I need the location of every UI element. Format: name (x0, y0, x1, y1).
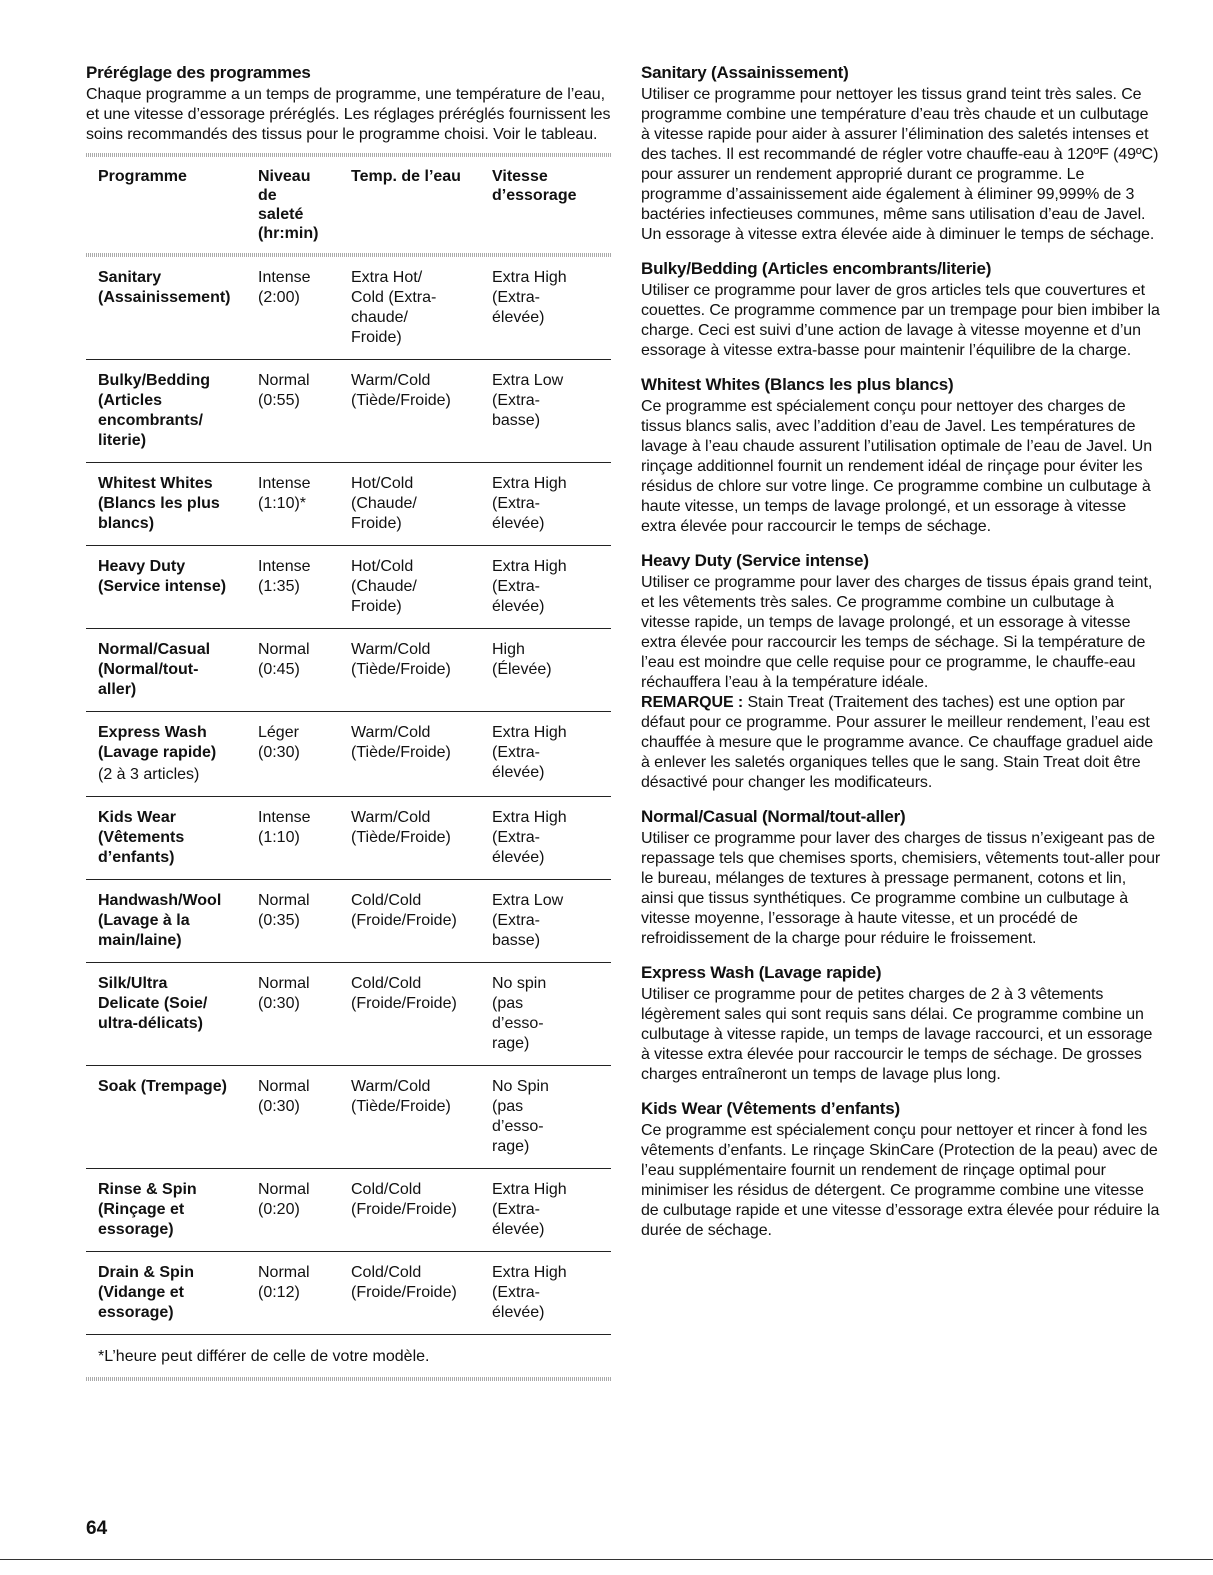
water-temp-cell: Extra Hot/ Cold (Extra- chaude/ Froide) (351, 257, 492, 360)
program-name-cell (86, 1169, 258, 1252)
program-name-cell (86, 712, 258, 797)
table-row (86, 546, 611, 629)
water-temp-cell: Warm/Cold (Tiède/Froide) (351, 360, 492, 463)
program-name: Soak (Trempage) (98, 1078, 227, 1095)
soil-level-cell: Normal (0:55) (258, 360, 351, 463)
table-row (86, 1252, 611, 1335)
header-program: Programme (98, 168, 187, 185)
section-title: Normal/Casual (Normal/tout-aller) (641, 807, 906, 826)
spin-speed-cell: Extra High (Extra- élevée) (492, 1252, 611, 1335)
section-title: Express Wash (Lavage rapide) (641, 963, 882, 982)
presets-intro: Chaque programme a un temps de programme, une température de l’eau, et une vitesse d’essorage préréglés. Les réglages préréglés fournissent les soins recommandés des tissus pour le programme choisi. Voir le tableau. (86, 86, 611, 143)
program-name-cell (86, 463, 258, 546)
section-body: Utiliser ce programme pour laver de gros articles tels que couvertures et couettes. Ce programme commence par un trempage pour bien imbiber la charge. Ceci est suivi d’une action de lavage à vitesse moyenne et d’un essorage à vitesse extra-basse pour maintenir l’équilibre de la charge. (641, 282, 1160, 359)
program-description-section (641, 375, 1161, 537)
program-name-cell (86, 880, 258, 963)
table-row (86, 1169, 611, 1252)
program-description-section (641, 63, 1161, 245)
section-body: Utiliser ce programme pour laver des charges de tissus n’exigeant pas de repassage tels que chemises sports, chemisiers, vêtements tout-aller pour le bureau, mélanges de textures à pressage permanent, cotons et lin, ainsi que tissus synthétiques. Ce programme combine un culbutage à vitesse moyenne, l’essorage à haute vitesse, et un procédé de refroidissement de la charge pour réduire le froissement. (641, 830, 1161, 947)
program-description-section (641, 807, 1161, 949)
program-subnote: (2 à 3 articles) (98, 766, 200, 783)
table-body (86, 253, 611, 1335)
soil-level-cell: Normal (0:30) (258, 1066, 351, 1169)
page-bottom-rule (0, 1559, 1213, 1560)
section-title: Bulky/Bedding (Articles encombrants/literie) (641, 259, 992, 278)
spin-speed-cell: Extra High (Extra- élevée) (492, 1169, 611, 1252)
program-description-section (641, 551, 1161, 793)
left-column (86, 63, 611, 1381)
section-body: Utiliser ce programme pour de petites charges de 2 à 3 vêtements légèrement sales qui sont requis sans délai. Ce programme combine un culbutage à vitesse rapide, un temps de lavage raccourci, et un essorage à vitesse extra élevée pour raccourcir le temps de séchage. De grosses charges entraîneront un temps de lavage plus long. (641, 986, 1153, 1083)
soil-level-cell: Normal (0:35) (258, 880, 351, 963)
table-row (86, 463, 611, 546)
soil-level-cell: Normal (0:12) (258, 1252, 351, 1335)
soil-level-cell: Intense (1:10)* (258, 463, 351, 546)
program-name-cell (86, 797, 258, 880)
program-name: Express Wash (Lavage rapide) (98, 724, 217, 761)
program-name: Whitest Whites (Blancs les plus blancs) (98, 475, 220, 532)
water-temp-cell: Warm/Cold (Tiède/Froide) (351, 797, 492, 880)
note-text: Stain Treat (Traitement des taches) est une option par défaut pour ce programme. Pour assurer le meilleur rendement, l’eau est chauffée à mesure que le programme avance. Ce chauffage graduel aide à enlever les saletés organiques telles que le sang. Stain Treat doit être désactivé pour changer les modificateurs. (641, 694, 1154, 791)
section-note (641, 693, 1161, 793)
program-description-section (641, 259, 1161, 361)
water-temp-cell: Warm/Cold (Tiède/Froide) (351, 1066, 492, 1169)
spin-speed-cell: Extra Low (Extra- basse) (492, 880, 611, 963)
water-temp-cell: Cold/Cold (Froide/Froide) (351, 963, 492, 1066)
section-title: Kids Wear (Vêtements d’enfants) (641, 1099, 900, 1118)
section-body: Ce programme est spécialement conçu pour nettoyer et rincer à fond les vêtements d’enfants. Le rinçage SkinCare (Protection de la peau) avec de l’eau supplémentaire fournit un rendement de rinçage optimal pour minimiser les résidus de détergent. Ce programme combine une vitesse de culbutage rapide et une vitesse d’essorage extra élevée pour réduire la durée de séchage. (641, 1122, 1160, 1239)
right-column (641, 63, 1161, 1255)
program-name: Silk/Ultra Delicate (Soie/ ultra-délicats) (98, 975, 208, 1032)
spin-speed-cell: No spin (pas d’esso- rage) (492, 963, 611, 1066)
program-name: Bulky/Bedding (Articles encombrants/ literie) (98, 372, 211, 449)
table-row (86, 797, 611, 880)
soil-level-cell: Normal (0:45) (258, 629, 351, 712)
program-name-cell (86, 360, 258, 463)
program-table (86, 157, 611, 1335)
program-name: Drain & Spin (Vidange et essorage) (98, 1264, 195, 1321)
soil-level-cell: Intense (2:00) (258, 257, 351, 360)
page-number: 64 (86, 1518, 108, 1539)
water-temp-cell: Hot/Cold (Chaude/ Froide) (351, 546, 492, 629)
table-row (86, 360, 611, 463)
section-body: Ce programme est spécialement conçu pour nettoyer des charges de tissus blancs salis, avec l’addition d’eau de Javel. Les températures de lavage à l’eau chaude assurent l’utilisation optimale de l’eau de Javel. Un rinçage additionnel fournit un rendement idéal de rinçage pour éviter les résidus de chlore sur votre linge. Ce programme combine un culbutage à haute vitesse, un temps de lavage prolongé, et un essorage à vitesse extra élevée pour raccourcir le temps de séchage. (641, 398, 1153, 535)
spin-speed-cell: Extra High (Extra- élevée) (492, 463, 611, 546)
soil-level-cell: Léger (0:30) (258, 712, 351, 797)
water-temp-cell: Warm/Cold (Tiède/Froide) (351, 712, 492, 797)
note-label: REMARQUE : (641, 694, 744, 711)
section-title: Sanitary (Assainissement) (641, 63, 849, 82)
program-description-section (641, 963, 1161, 1085)
program-name: Sanitary (Assainissement) (98, 269, 231, 306)
header-water-temp: Temp. de l’eau (351, 168, 461, 185)
program-name-cell (86, 963, 258, 1066)
water-temp-cell: Cold/Cold (Froide/Froide) (351, 1252, 492, 1335)
table-footnote: *L’heure peut différer de celle de votre modèle. (98, 1348, 430, 1365)
table-row (86, 1066, 611, 1169)
program-name: Handwash/Wool (Lavage à la main/laine) (98, 892, 222, 949)
program-name-cell (86, 546, 258, 629)
table-row (86, 257, 611, 360)
program-name: Heavy Duty (Service intense) (98, 558, 227, 595)
program-name-cell (86, 1252, 258, 1335)
header-soil-level: Niveau de saleté (hr:min) (258, 168, 319, 242)
table-header-row (86, 157, 611, 253)
program-name: Rinse & Spin (Rinçage et essorage) (98, 1181, 197, 1238)
spin-speed-cell: Extra High (Extra- élevée) (492, 257, 611, 360)
spin-speed-cell: Extra Low (Extra- basse) (492, 360, 611, 463)
presets-heading: Préréglage des programmes (86, 63, 311, 82)
spin-speed-cell: High (Élevée) (492, 629, 611, 712)
section-title: Whitest Whites (Blancs les plus blancs) (641, 375, 954, 394)
program-name: Normal/Casual (Normal/tout- aller) (98, 641, 211, 698)
spin-speed-cell: No Spin (pas d’esso- rage) (492, 1066, 611, 1169)
soil-level-cell: Intense (1:35) (258, 546, 351, 629)
header-spin-speed: Vitesse d’essorage (492, 168, 577, 204)
section-body: Utiliser ce programme pour laver des charges de tissus épais grand teint, et les vêtements très sales. Ce programme combine un culbutage à vitesse rapide, un temps de lavage prolongé, et un essorage à vitesse extra élevée pour raccourcir les temps de séchage. Si la température de l’eau est moindre que celle requise pour ce programme, le chauffe-eau réchauffera l’eau à la température idéale. (641, 574, 1153, 691)
water-temp-cell: Hot/Cold (Chaude/ Froide) (351, 463, 492, 546)
spin-speed-cell: Extra High (Extra- élevée) (492, 712, 611, 797)
table-bottom-divider (86, 1377, 611, 1381)
water-temp-cell: Cold/Cold (Froide/Froide) (351, 880, 492, 963)
program-name-cell (86, 1066, 258, 1169)
spin-speed-cell: Extra High (Extra- élevée) (492, 546, 611, 629)
section-title: Heavy Duty (Service intense) (641, 551, 869, 570)
table-row (86, 880, 611, 963)
soil-level-cell: Intense (1:10) (258, 797, 351, 880)
table-row (86, 629, 611, 712)
soil-level-cell: Normal (0:30) (258, 963, 351, 1066)
soil-level-cell: Normal (0:20) (258, 1169, 351, 1252)
spin-speed-cell: Extra High (Extra- élevée) (492, 797, 611, 880)
table-row (86, 963, 611, 1066)
water-temp-cell: Warm/Cold (Tiède/Froide) (351, 629, 492, 712)
program-description-section (641, 1099, 1161, 1241)
table-row (86, 712, 611, 797)
program-name-cell (86, 629, 258, 712)
program-name: Kids Wear (Vêtements d’enfants) (98, 809, 185, 866)
water-temp-cell: Cold/Cold (Froide/Froide) (351, 1169, 492, 1252)
section-body: Utiliser ce programme pour nettoyer les tissus grand teint très sales. Ce programme combine une température d’eau très chaude et un culbutage à vitesse rapide pour aider à assurer l’élimination des saletés intenses et des taches. Il est recommandé de régler votre chauffe-eau à 120ºF (49ºC) pour assurer un rendement approprié durant ce programme. Le programme d’assainissement aide également à éliminer 99,999% de 3 bactéries infectieuses communes, même sans utilisation d’eau de Javel. Un essorage à vitesse extra élevée aide à diminuer le temps de séchage. (641, 86, 1159, 243)
program-name-cell (86, 257, 258, 360)
